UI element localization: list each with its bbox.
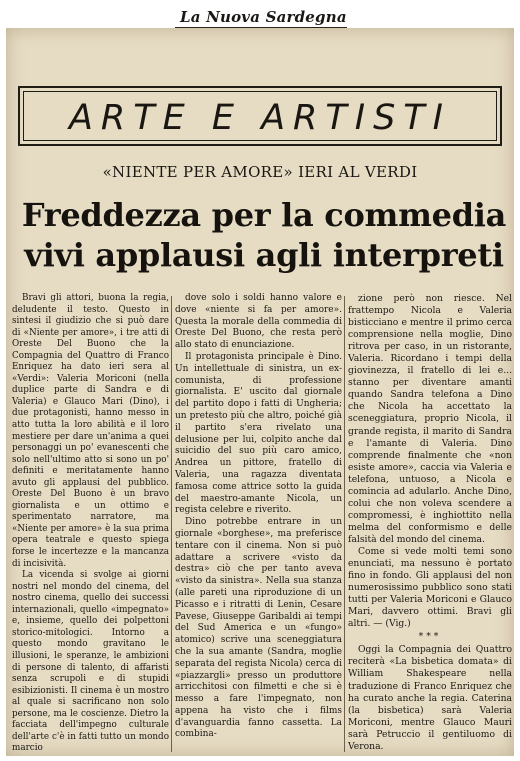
kicker-line: «NIENTE PER AMORE» IERI AL VERDI xyxy=(102,163,418,181)
column-rule xyxy=(344,296,345,752)
article-column-2 xyxy=(175,293,342,741)
paragraph: Bravi gli attori, buona la regia, deludente il testo. Questo in sintesi il giudizio che si può dare di «Niente per amore», i tre atti di Oreste Del Buono che la Compagnia del Quattro di Franco Enriquez ha dato ieri sera al «Verdi»: Valeria Moriconi (nella duplice parte di Sandra e di Valeria) e Glauco Mari (Dino), i due protagonisti, hanno messo in atto tutta la loro abilità e il loro mestiere per dare un'anima a quei personaggi un po' evanescenti che solo nell'ultimo atto si sono un po' definiti e meritatamente hanno avuto gli applausi del pubblico. Oreste Del Buono è un bravo giornalista e un ottimo e sperimentato narratore, ma «Niente per amore» è la sua prima opera teatrale e questo spiega forse le incertezze e la mancanza di incisività. xyxy=(12,293,169,569)
paragraph: La vicenda si svolge ai giorni nostri nel mondo del cinema, del nostro cinema, quello dei successi internazionali, quello «impegnato» e, insieme, quello dei polpettoni storico-mitologici. Intorno a questo mondo gravitano le illusioni, le speranze, le ambizioni di persone di talento, di affaristi senza scrupoli e di stupidi esibizionisti. Il cinema è un mostro al quale si sacrificano non solo persone, ma le coscienze. Dietro la facciata dell'impegno culturale dell'arte c'è in fatti tutto un mondo marcio xyxy=(12,570,169,754)
column-rule xyxy=(171,296,172,752)
section-rubric-box xyxy=(18,86,502,146)
section-rubric: ARTE E ARTISTI xyxy=(68,98,451,138)
article-column-1 xyxy=(12,293,169,755)
masthead xyxy=(0,0,520,30)
section-divider-stars: *** xyxy=(418,631,442,643)
paragraph: Oggi la Compagnia dei Quattro reciterà «La bisbetica domata» di William Shakespeare nella traduzione di Franco Enriquez che ha curato anche la regia. Caterina (la bisbetica) sarà Valeria Moriconi, mentre Glauco Mauri sarà Petruccio il gentiluomo di Verona. xyxy=(348,644,512,752)
paragraph: Come si vede molti temi sono enunciati, ma nessuno è portato fino in fondo. Gli applausi del non numerosissimo pubblico sono stati tutti per Valeria Moriconi e Glauco Mari, davvero ottimi. Bravi gli altri. — (Vig.) xyxy=(348,545,512,630)
paragraph: Il protagonista principale è Dino. Un intellettuale di sinistra, un ex-comunista, di professione giornalista. E' uscito dal giornale del partito dopo i fatti di Ungheria; un pretesto più che altro, poiché già il partito s'era rivelato una delusione per lui, colpito anche dal suicidio del suo più caro amico, Andrea un pittore, fratello di Valeria, una ragazza diventata famosa come attrice sotto la guida del maestro-amante Nicola, un regista celebre e riverito. xyxy=(175,351,342,516)
paragraph: Dino potrebbe entrare in un giornale «borghese», ma preferisce tentare con il cinema. Non si può adattare a scrivere «visto da destra» ciò che per tanto aveva «visto da sinistra». Nella sua stanza (alle pareti una riproduzione di un Picasso e i ritratti di Lenin, Cesare Pavese, Giuseppe Garibaldi ai tempi del Sud America e un «fungo» atomico) scrive una sceneggiatura che la sua amante (Sandra, moglie separata del regista Nicola) cerca di «piazzargli» presso un produttore arricchitosi con filmetti e che si è messo a fare l'impegnato, non appena ha visto che i films d'avanguardia fanno cassetta. La combina- xyxy=(175,517,342,740)
paragraph: dove solo i soldi hanno valore e dove «niente si fa per amore». Questa la morale della commedia di Oreste Del Buono, che resta però allo stato di enunciazione. xyxy=(175,293,342,351)
headline-line-2: vivi applausi agli interpreti xyxy=(24,236,504,274)
headline xyxy=(14,195,514,275)
headline-line-1: Freddezza per la commedia xyxy=(21,196,507,234)
newspaper-title: La Nuova Sardegna xyxy=(180,8,347,26)
paragraph: zione però non riesce. Nel frattempo Nicola e Valeria bisticciano e mentre il primo cerca comprensione nella moglie, Dino ritrova per caso, in un ristorante, Valeria. Ricordano i tempi della giovinezza, il fratello di lei e... stanno per diventare amanti quando Sandra telefona a Dino che Nicola ha accettato la sceneggiatura, proprio Nicola, il grande regista, il marito di Sandra e l'amante di Valeria. Dino comprende finalmente che «non esiste amore», caccia via Valeria e telefona, untuoso, a Nicola e comincia ad adularlo. Anche Dino, colui che non voleva scendere a compromessi, è inghiottito nella melma del conformismo e delle falsità del mondo del cinema. xyxy=(348,293,512,545)
article-column-3 xyxy=(348,293,512,753)
